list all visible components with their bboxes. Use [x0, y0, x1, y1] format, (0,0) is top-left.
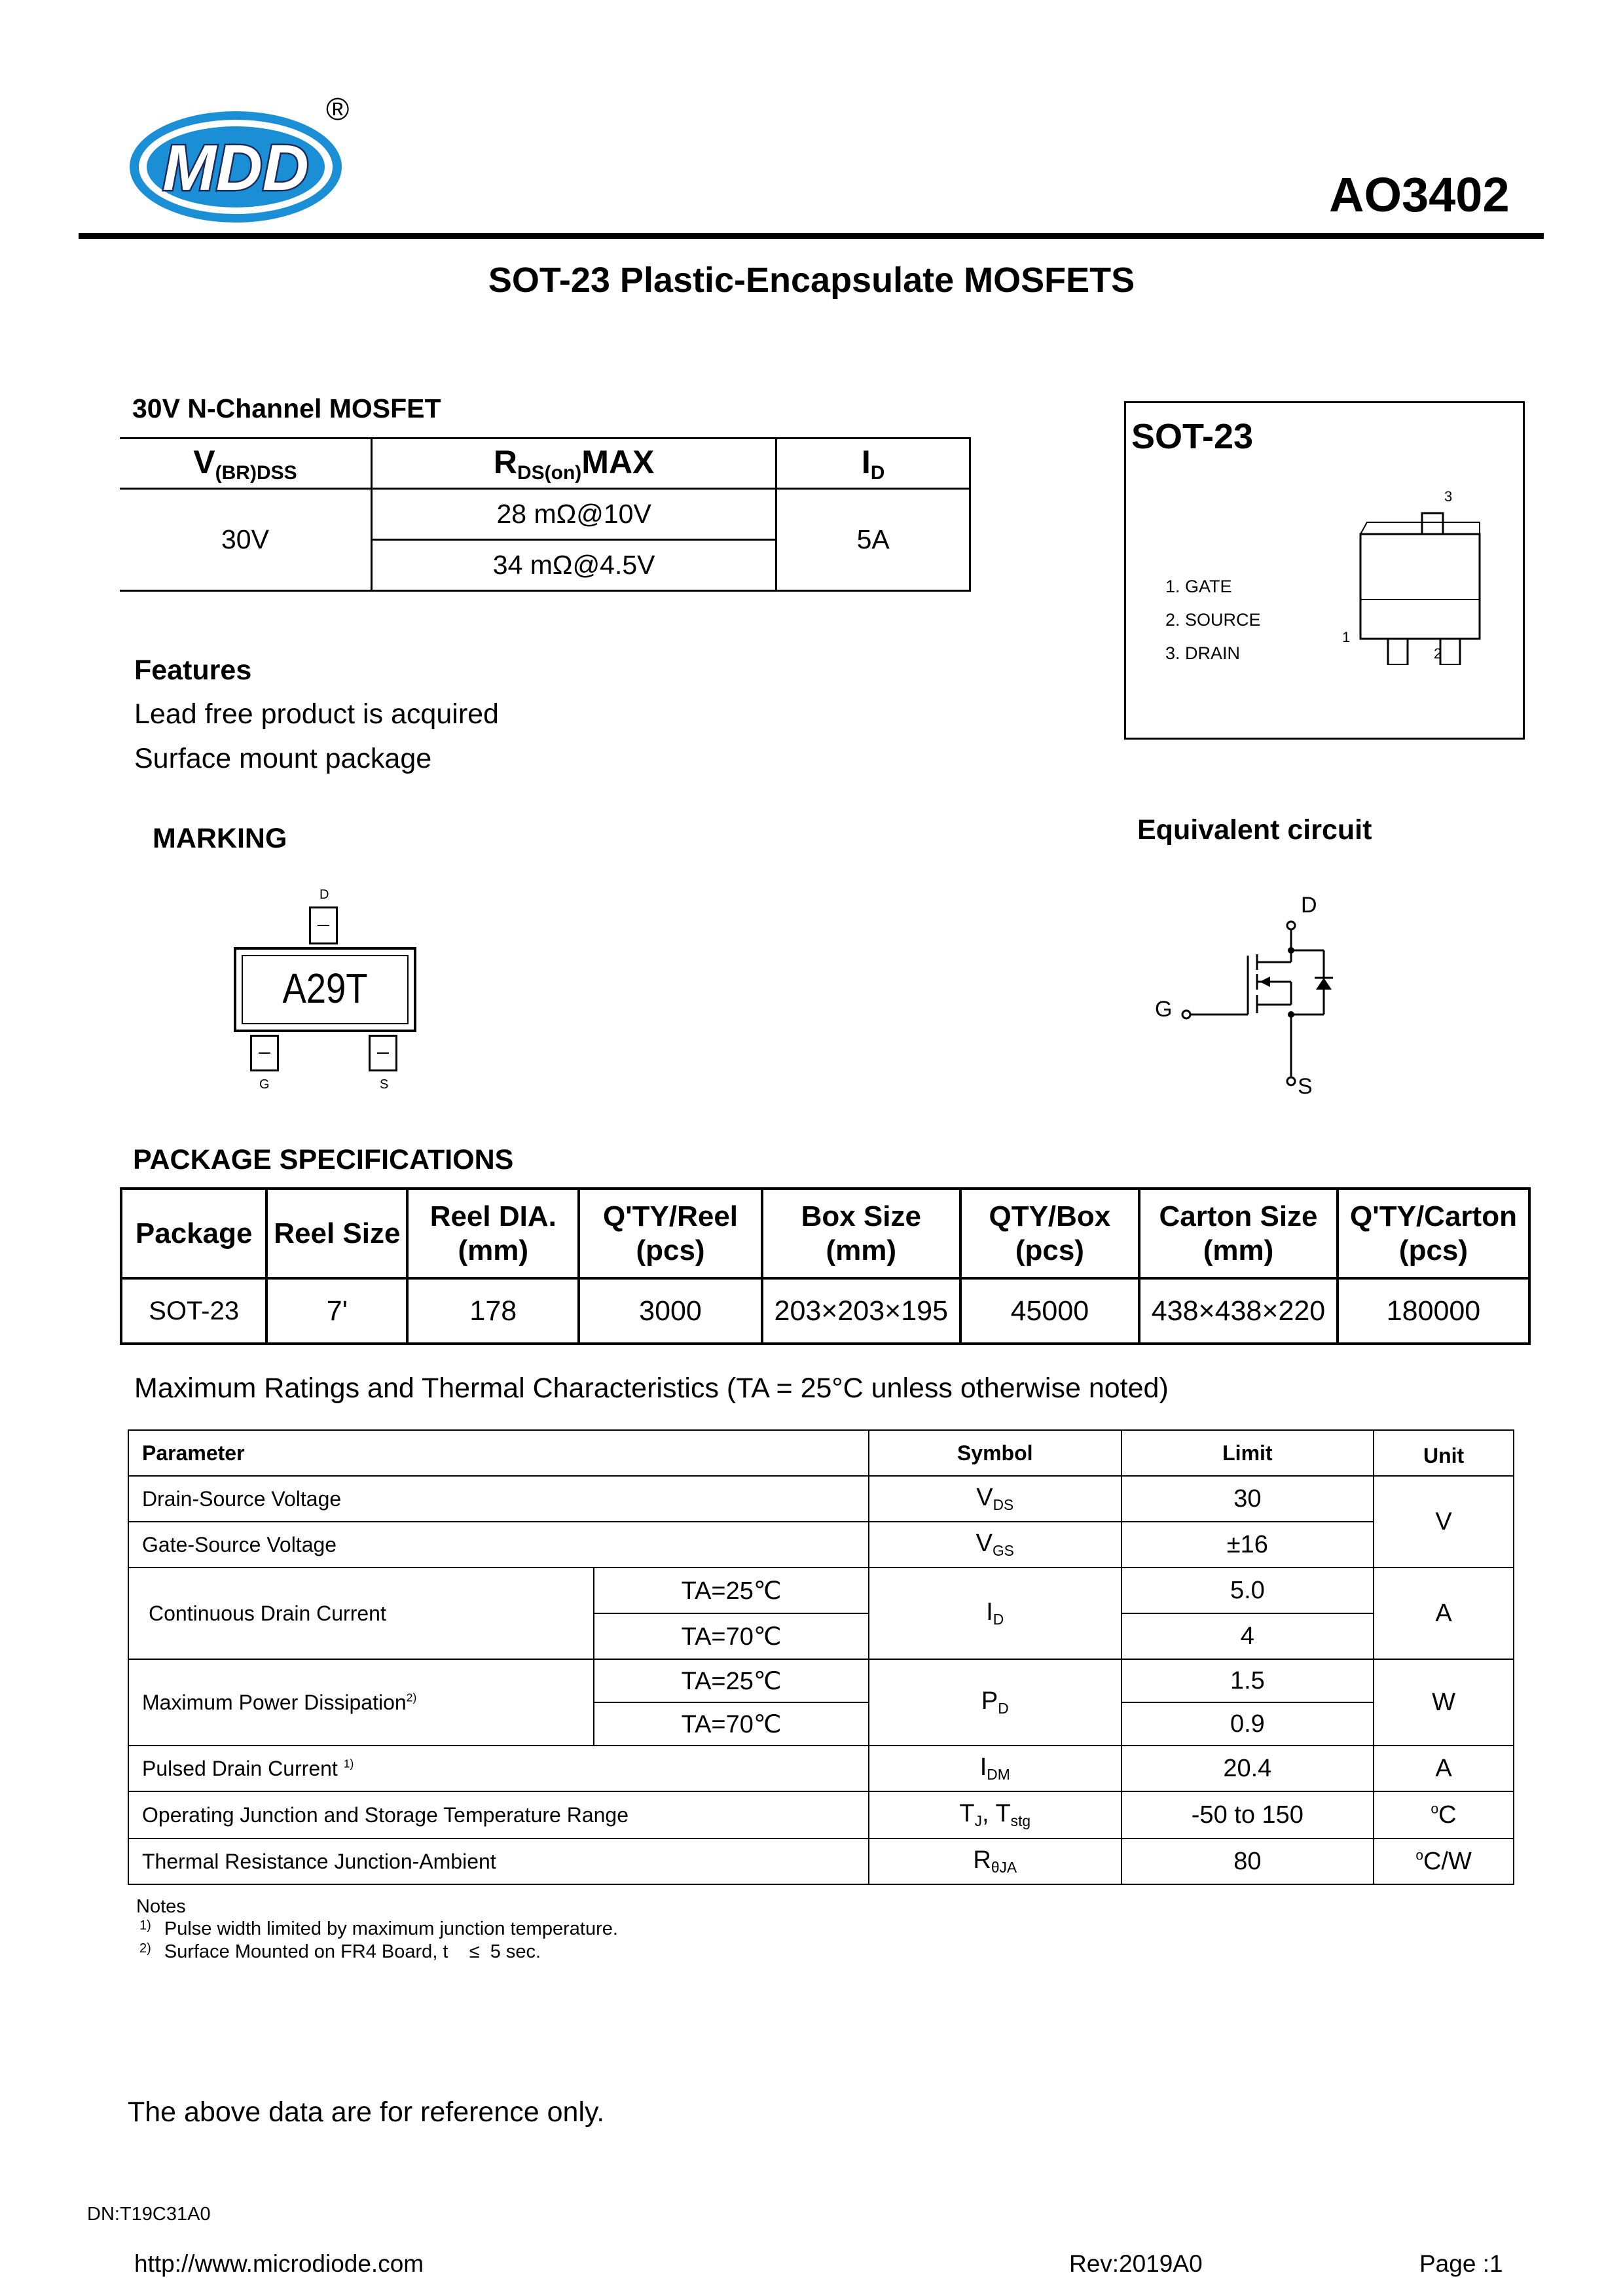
marking-code: A29T [282, 965, 368, 1012]
marking-pin-g [250, 1035, 279, 1071]
rds-value-4v5: 34 mΩ@4.5V [371, 540, 776, 591]
marking-pin-d [309, 906, 338, 944]
pkg-cell: 180000 [1338, 1278, 1529, 1344]
pin-number-2-label: 2 [1434, 645, 1442, 662]
package-spec-table [120, 1187, 1531, 1345]
limit-pd-25: 1.5 [1122, 1659, 1374, 1702]
symbol-rth: $R_{\theta JA}$ [869, 1839, 1122, 1884]
pkg-header: Carton Size (mm) [1139, 1189, 1338, 1278]
feature-item: Lead free product is acquired [134, 698, 499, 730]
marking-title: MARKING [153, 823, 287, 854]
logo-text: MDD [162, 132, 309, 204]
col-rdson: $R_{DS(on)}MAX$ [371, 439, 776, 489]
symbol-vds: $V_{DS}$ [869, 1476, 1122, 1522]
header-symbol: Symbol [869, 1430, 1122, 1476]
pkg-cell: 3000 [579, 1278, 762, 1344]
param-tj: Operating Junction and Storage Temperature Range [128, 1791, 869, 1839]
symbol-id: $I_D$ [869, 1568, 1122, 1659]
vbr-value: 30V [120, 489, 371, 591]
footer-page-number: Page :1 [1419, 2250, 1503, 2277]
equivalent-circuit-diagram [1139, 884, 1349, 1106]
pkg-cell: 7' [266, 1278, 407, 1344]
cond-id-70: TA=70℃ [594, 1613, 869, 1659]
ratings-table [128, 1429, 1514, 1885]
limit-rth: 80 [1122, 1839, 1374, 1884]
pkg-cell: SOT-23 [121, 1278, 266, 1344]
unit-pd: W [1374, 1659, 1514, 1746]
limit-idm: 20.4 [1122, 1746, 1374, 1791]
symbol-pd: $P_D$ [869, 1659, 1122, 1746]
col-id: $I_D$ [776, 439, 970, 489]
param-id: Continuous Drain Current [128, 1568, 594, 1659]
pkg-header: Q'TY/Reel (pcs) [579, 1189, 762, 1278]
cond-pd-70: TA=70℃ [594, 1702, 869, 1746]
limit-id-70: 4 [1122, 1613, 1374, 1659]
limit-pd-70: 0.9 [1122, 1702, 1374, 1746]
marking-pin-s-label: S [380, 1077, 389, 1092]
pin-item-drain: 3. DRAIN [1165, 643, 1241, 663]
unit-id: A [1374, 1568, 1514, 1659]
pkg-header: Reel Size [266, 1189, 407, 1278]
unit-idm: A [1374, 1746, 1514, 1791]
footer-url[interactable]: http://www.microdiode.com [134, 2250, 424, 2277]
notes-title: Notes [136, 1896, 186, 1917]
header-rule [79, 233, 1544, 239]
pkg-header: Package [121, 1189, 266, 1278]
marking-package-body [234, 947, 416, 1032]
footer-revision: Rev:2019A0 [1069, 2250, 1203, 2277]
rds-value-10v: 28 mΩ@10V [371, 489, 776, 540]
pin-number-3: 3 [1444, 488, 1453, 505]
pkg-cell: 203×203×195 [762, 1278, 960, 1344]
unit-rth: $^o$C/W [1374, 1839, 1514, 1884]
unit-voltage: V [1374, 1476, 1514, 1568]
marking-pin-g-label: G [259, 1077, 270, 1092]
pkg-header: Q'TY/Carton (pcs) [1338, 1189, 1529, 1278]
pin-item-gate: 1. GATE [1165, 577, 1232, 596]
pkg-header: QTY/Box (pcs) [960, 1189, 1139, 1278]
ratings-title: Maximum Ratings and Thermal Characteristics (TA = 25°C unless otherwise noted) [134, 1372, 1169, 1404]
marking-pin-d-label: D [319, 888, 329, 902]
document-number: DN:T19C31A0 [87, 2204, 211, 2225]
pin-item-source: 2. SOURCE [1165, 610, 1261, 630]
pkg-header: Box Size (mm) [762, 1189, 960, 1278]
pkg-cell: 45000 [960, 1278, 1139, 1344]
pkg-cell: 178 [407, 1278, 579, 1344]
id-value: 5A [776, 489, 970, 591]
limit-vgs: ±16 [1122, 1522, 1374, 1568]
features-title: Features [134, 655, 252, 686]
disclaimer: The above data are for reference only. [128, 2096, 605, 2128]
company-logo [124, 105, 347, 229]
symbol-idm: $I_{DM}$ [869, 1746, 1122, 1791]
limit-tj: -50 to 150 [1122, 1791, 1374, 1839]
param-pd: Maximum Power Dissipation$^{2)}$ [128, 1659, 594, 1746]
part-number: AO3402 [1329, 168, 1510, 222]
cond-pd-25: TA=25℃ [594, 1659, 869, 1702]
pkg-header: Reel DIA. (mm) [407, 1189, 579, 1278]
circuit-label-g: G [1155, 997, 1173, 1022]
param-vds: Drain-Source Voltage [128, 1476, 869, 1522]
param-idm: Pulsed Drain Current $^{1)}$ [128, 1746, 869, 1791]
note-text: Surface Mounted on FR4 Board, t ≤ 5 sec. [164, 1941, 541, 1962]
note-number: 2) [139, 1941, 151, 1956]
header-limit: Limit [1122, 1430, 1374, 1476]
pkg-cell: 438×438×220 [1139, 1278, 1338, 1344]
circuit-label-d: D [1301, 893, 1317, 918]
circuit-title: Equivalent circuit [1137, 814, 1372, 846]
key-params-table [120, 437, 971, 592]
symbol-tj: $T_J$, $T_{stg}$ [869, 1791, 1122, 1839]
limit-id-25: 5.0 [1122, 1568, 1374, 1613]
registered-mark: ® [326, 92, 350, 127]
header-parameter: Parameter [128, 1430, 869, 1476]
note-number: 1) [139, 1918, 151, 1933]
pin-number-1-label: 1 [1342, 629, 1351, 645]
feature-item: Surface mount package [134, 743, 432, 774]
unit-tj: $^o$C [1374, 1791, 1514, 1839]
pin-list [1165, 570, 1261, 670]
note-item [139, 1941, 541, 1963]
package-spec-title: PACKAGE SPECIFICATIONS [133, 1144, 514, 1175]
symbol-vgs: $V_{GS}$ [869, 1522, 1122, 1568]
package-box-title: SOT-23 [1131, 417, 1254, 456]
col-vbrdss: $V_{(BR)DSS}$ [120, 439, 371, 489]
note-text: Pulse width limited by maximum junction temperature. [164, 1918, 618, 1939]
cond-id-25: TA=25℃ [594, 1568, 869, 1613]
note-item [139, 1918, 618, 1940]
page-subtitle: SOT-23 Plastic-Encapsulate MOSFETS [488, 260, 1135, 300]
limit-vds: 30 [1122, 1476, 1374, 1522]
key-params-title: 30V N-Channel MOSFET [132, 393, 441, 423]
package-box [1124, 401, 1525, 740]
header-unit: Unit [1374, 1430, 1514, 1476]
param-vgs: Gate-Source Voltage [128, 1522, 869, 1568]
param-rth: Thermal Resistance Junction-Ambient [128, 1839, 869, 1884]
sot23-package-drawing [1322, 482, 1519, 665]
circuit-label-s: S [1298, 1074, 1313, 1099]
marking-pin-s [369, 1035, 397, 1071]
